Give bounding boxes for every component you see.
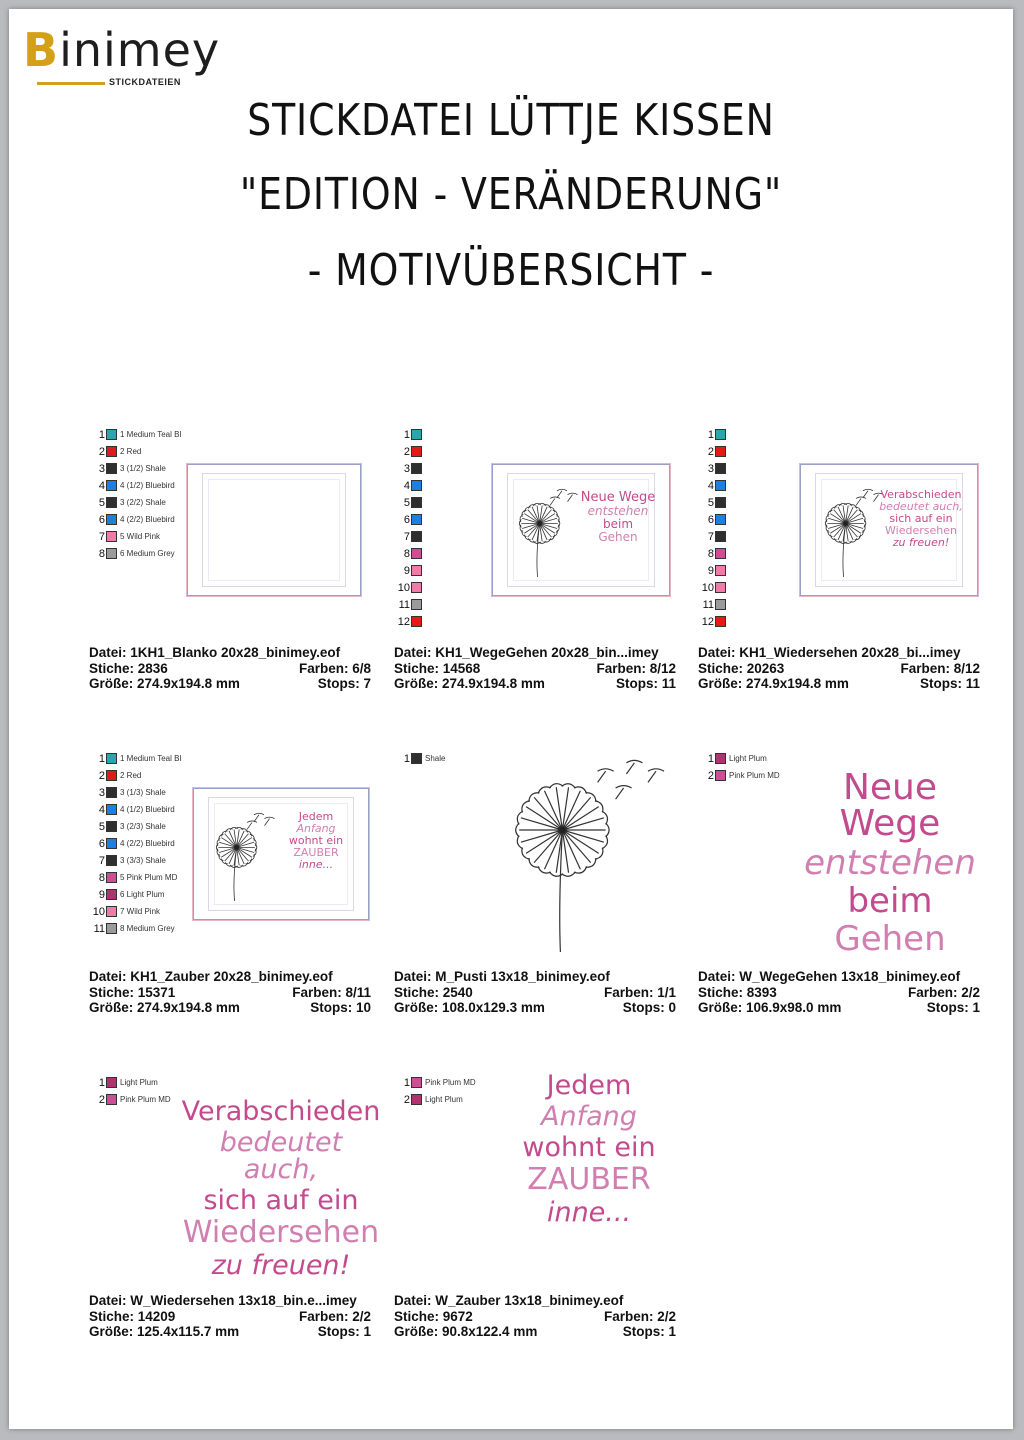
- file-info: [89, 645, 371, 692]
- file-name: Datei: W_Zauber 13x18_binimey.eof: [394, 1293, 624, 1308]
- legend-number: 12: [397, 615, 410, 628]
- motif-card-wegegehen[interactable]: [394, 416, 684, 706]
- color-swatch: [715, 446, 726, 457]
- info-row: [89, 676, 371, 692]
- legend-label: 5 Wild Pink: [120, 532, 161, 541]
- legend-label: 4 (2/2) Bluebird: [120, 839, 175, 848]
- color-swatch: [106, 429, 117, 440]
- legend-row: [394, 750, 445, 767]
- design-size: Größe: 274.9x194.8 mm: [698, 676, 849, 691]
- color-swatch: [106, 821, 117, 832]
- legend-number: 10: [397, 581, 410, 594]
- legend-number: 4: [403, 479, 410, 492]
- pillow-preview: [492, 464, 670, 596]
- color-swatch: [715, 531, 726, 542]
- motif-text: [573, 491, 663, 544]
- design-size: Größe: 125.4x115.7 mm: [89, 1324, 240, 1339]
- color-swatch: [411, 565, 422, 576]
- legend-label: 6 Medium Grey: [120, 549, 175, 558]
- legend-number: 11: [702, 598, 714, 611]
- legend-number: 2: [707, 445, 714, 458]
- legend-row: [89, 869, 177, 886]
- legend-number: 1: [98, 1076, 105, 1089]
- legend-row: [89, 852, 166, 869]
- legend-row: [698, 579, 726, 596]
- stop-count: Stops: 10: [310, 1000, 371, 1015]
- info-row: [394, 1000, 676, 1016]
- dandelion-icon: [494, 746, 674, 956]
- motif-text-line: zu freuen!: [892, 536, 950, 549]
- legend-number: 7: [403, 530, 410, 543]
- info-row: [89, 661, 371, 677]
- color-count: Farben: 6/8: [298, 660, 371, 676]
- legend-number: 7: [98, 854, 105, 867]
- legend-number: 4: [707, 479, 714, 492]
- design-size: Größe: 90.8x122.4 mm: [394, 1324, 538, 1339]
- motif-card-w-wiedersehen[interactable]: [89, 1064, 379, 1354]
- legend-row: [698, 443, 726, 460]
- legend-row: [89, 477, 175, 494]
- color-swatch: [106, 906, 117, 917]
- color-count: Farben: 8/11: [292, 984, 371, 1000]
- color-count: Farben: 2/2: [603, 1308, 676, 1324]
- motif-text-line: bedeutet auch,: [879, 500, 963, 513]
- motif-card-pusti[interactable]: [394, 740, 684, 1030]
- legend-row: [89, 886, 164, 903]
- color-swatch: [106, 787, 117, 798]
- color-swatch: [106, 1094, 117, 1105]
- motif-text-line: beim: [847, 881, 933, 921]
- pillow-preview: [193, 788, 369, 920]
- color-swatch: [411, 1077, 422, 1088]
- motif-text-line: Wiedersehen: [885, 524, 957, 537]
- legend-row: [89, 1074, 158, 1091]
- color-swatch: [715, 599, 726, 610]
- legend-number: 6: [98, 513, 105, 526]
- legend-row: [394, 579, 422, 596]
- legend-row: [394, 613, 422, 630]
- legend-number: 11: [398, 598, 410, 611]
- legend-row: [394, 443, 422, 460]
- color-swatch: [411, 753, 422, 764]
- legend-number: 11: [93, 922, 105, 935]
- motif-text-line: bedeutet auch,: [219, 1127, 343, 1185]
- legend-number: 10: [92, 905, 105, 918]
- info-row: [89, 1309, 371, 1325]
- logo-underline: [37, 82, 105, 85]
- legend-number: 5: [98, 496, 105, 509]
- title-line-1: STICKDATEI LÜTTJE KISSEN: [247, 95, 775, 146]
- info-row: [698, 985, 980, 1001]
- color-count: Farben: 2/2: [298, 1308, 371, 1324]
- color-swatch: [411, 514, 422, 525]
- color-swatch: [411, 599, 422, 610]
- legend-row: [89, 750, 181, 767]
- dandelion-icon: [210, 809, 280, 905]
- info-row: [394, 1309, 676, 1325]
- file-name: Datei: KH1_WegeGehen 20x28_bin...imey: [394, 645, 659, 660]
- legend-label: 4 (2/2) Bluebird: [120, 515, 175, 524]
- file-name: Datei: KH1_Zauber 20x28_binimey.eof: [89, 969, 333, 984]
- color-swatch: [715, 582, 726, 593]
- legend-number: 1: [403, 752, 410, 765]
- motif-text-line: Neue Wege: [839, 767, 941, 844]
- legend-number: 8: [403, 547, 410, 560]
- legend-number: 5: [98, 820, 105, 833]
- legend-label: Light Plum: [120, 1078, 158, 1087]
- legend-row: [698, 613, 726, 630]
- color-swatch: [715, 565, 726, 576]
- color-swatch: [106, 855, 117, 866]
- file-name: Datei: KH1_Wiedersehen 20x28_bi...imey: [698, 645, 961, 660]
- info-row: [394, 1324, 676, 1340]
- color-swatch: [106, 480, 117, 491]
- file-info: [89, 1293, 371, 1340]
- legend-number: 7: [98, 530, 105, 543]
- legend-row: [698, 528, 726, 545]
- color-swatch: [106, 770, 117, 781]
- legend-row: [89, 460, 166, 477]
- stitch-count: Stiche: 20263: [698, 660, 785, 676]
- legend-row: [89, 443, 141, 460]
- color-swatch: [411, 616, 422, 627]
- stop-count: Stops: 0: [622, 1000, 676, 1015]
- color-swatch: [106, 514, 117, 525]
- info-row: [89, 1000, 371, 1016]
- color-swatch: [715, 753, 726, 764]
- design-size: Größe: 106.9x98.0 mm: [698, 1000, 842, 1015]
- legend-number: 4: [98, 803, 105, 816]
- motif-text: [276, 811, 356, 871]
- stop-count: Stops: 1: [926, 1000, 980, 1015]
- legend-number: 2: [707, 769, 714, 782]
- info-row: [698, 676, 980, 692]
- stop-count: Stops: 7: [317, 676, 371, 691]
- legend-number: 7: [707, 530, 714, 543]
- legend-number: 9: [707, 564, 714, 577]
- color-swatch: [106, 1077, 117, 1088]
- motif-card-w-wegegehen[interactable]: [698, 740, 988, 1030]
- stitch-count: Stiche: 14209: [89, 1308, 176, 1324]
- legend-label: 3 (2/2) Shale: [120, 498, 166, 507]
- info-row: [89, 1324, 371, 1340]
- motif-text-line: sich auf ein: [889, 512, 953, 525]
- color-swatch: [715, 480, 726, 491]
- legend-number: 1: [707, 428, 714, 441]
- legend-row: [89, 818, 166, 835]
- file-info: [394, 969, 676, 1016]
- legend-number: 6: [403, 513, 410, 526]
- design-size: Größe: 274.9x194.8 mm: [394, 676, 545, 691]
- legend-label: Shale: [425, 754, 446, 763]
- file-info: [89, 969, 371, 1016]
- legend-number: 2: [98, 1093, 105, 1106]
- legend-number: 5: [707, 496, 714, 509]
- legend-number: 10: [701, 581, 714, 594]
- legend-number: 8: [98, 871, 105, 884]
- legend-label: 3 (1/3) Shale: [120, 788, 166, 797]
- color-swatch: [411, 480, 422, 491]
- file-info: [698, 645, 980, 692]
- legend-row: [698, 562, 726, 579]
- motif-text-line: inne...: [546, 1197, 632, 1228]
- legend-label: 1 Medium Teal Bl: [120, 430, 182, 439]
- legend-row: [698, 767, 780, 784]
- color-swatch: [106, 804, 117, 815]
- legend-label: 4 (1/2) Bluebird: [120, 805, 175, 814]
- color-swatch: [106, 753, 117, 764]
- info-row: [394, 985, 676, 1001]
- legend-row: [394, 494, 422, 511]
- file-info: [698, 969, 980, 1016]
- legend-number: 1: [403, 1076, 410, 1089]
- color-count: Farben: 8/12: [900, 660, 980, 676]
- legend-number: 12: [701, 615, 714, 628]
- color-swatch: [106, 497, 117, 508]
- legend-label: 4 (1/2) Bluebird: [120, 481, 175, 490]
- stop-count: Stops: 11: [615, 676, 676, 691]
- stitch-count: Stiche: 14568: [394, 660, 481, 676]
- color-swatch: [106, 872, 117, 883]
- legend-row: [394, 596, 422, 613]
- color-swatch: [715, 770, 726, 781]
- legend-number: 5: [403, 496, 410, 509]
- motif-text-line: beim: [602, 517, 634, 531]
- legend-row: [698, 460, 726, 477]
- legend-number: 3: [707, 462, 714, 475]
- motif-text-line: Jedem: [298, 810, 334, 823]
- legend-number: 2: [98, 445, 105, 458]
- legend-label: 1 Medium Teal Bl: [120, 754, 182, 763]
- legend-label: 6 Light Plum: [120, 890, 165, 899]
- legend-row: [394, 477, 422, 494]
- legend-number: 6: [98, 837, 105, 850]
- logo-subtitle: STICKDATEIEN: [109, 77, 181, 87]
- motif-text-line: Neue Wege: [580, 490, 656, 505]
- stop-count: Stops: 11: [919, 676, 980, 691]
- color-swatch: [106, 531, 117, 542]
- legend-row: [394, 545, 422, 562]
- legend-number: 1: [98, 752, 105, 765]
- color-swatch: [106, 446, 117, 457]
- title-line-3: - MOTIVÜBERSICHT -: [307, 245, 715, 296]
- motif-text-line: inne...: [298, 858, 334, 871]
- color-swatch: [411, 548, 422, 559]
- page-sheet: [9, 9, 1013, 1429]
- motif-card-w-zauber[interactable]: [394, 1064, 684, 1354]
- legend-row: [394, 562, 422, 579]
- title-line-2: "EDITION - VERÄNDERUNG": [239, 169, 783, 220]
- motif-text-line: Anfang: [541, 1101, 637, 1132]
- stitch-count: Stiche: 2836: [89, 660, 168, 676]
- legend-number: 2: [403, 1093, 410, 1106]
- legend-row: [89, 835, 175, 852]
- legend-row: [698, 750, 767, 767]
- legend-label: 2 Red: [120, 447, 142, 456]
- color-count: Farben: 1/1: [603, 984, 676, 1000]
- legend-label: 7 Wild Pink: [120, 907, 161, 916]
- info-row: [89, 985, 371, 1001]
- file-info: [394, 645, 676, 692]
- legend-label: Light Plum: [425, 1095, 463, 1104]
- legend-row: [394, 426, 422, 443]
- motif-text-line: Gehen: [598, 530, 638, 544]
- legend-number: 8: [707, 547, 714, 560]
- motif-text: [494, 1072, 684, 1230]
- color-swatch: [411, 463, 422, 474]
- logo-wordmark: Binimey: [23, 23, 221, 77]
- legend-label: 5 Pink Plum MD: [120, 873, 178, 882]
- motif-text-line: ZAUBER: [293, 846, 339, 859]
- motif-text-line: wohnt ein: [522, 1132, 656, 1163]
- legend-number: 8: [98, 547, 105, 560]
- legend-row: [89, 920, 175, 937]
- color-swatch: [411, 582, 422, 593]
- stop-count: Stops: 1: [317, 1324, 371, 1339]
- color-swatch: [106, 889, 117, 900]
- legend-label: 3 (2/3) Shale: [120, 822, 166, 831]
- legend-row: [89, 784, 166, 801]
- legend-number: 4: [98, 479, 105, 492]
- legend-row: [89, 903, 160, 920]
- legend-row: [698, 596, 726, 613]
- legend-row: [89, 528, 160, 545]
- legend-number: 9: [403, 564, 410, 577]
- file-name: Datei: W_WegeGehen 13x18_binimey.eof: [698, 969, 961, 984]
- motif-text: [871, 489, 971, 549]
- motif-text-line: zu freuen!: [211, 1250, 351, 1281]
- legend-row: [698, 511, 726, 528]
- motif-text: [181, 1098, 381, 1283]
- legend-row: [394, 511, 422, 528]
- pillow-preview: [800, 464, 978, 596]
- color-count: Farben: 8/12: [596, 660, 676, 676]
- motif-text-line: Anfang: [296, 822, 336, 835]
- motif-text-line: Wiedersehen: [182, 1215, 380, 1250]
- color-swatch: [411, 429, 422, 440]
- motif-text-line: sich auf ein: [203, 1185, 359, 1216]
- color-swatch: [411, 531, 422, 542]
- color-swatch: [715, 497, 726, 508]
- legend-row: [89, 511, 175, 528]
- legend-number: 3: [98, 786, 105, 799]
- legend-row: [394, 460, 422, 477]
- motif-card-wiedersehen[interactable]: [698, 416, 988, 706]
- motif-text-line: Gehen: [834, 919, 946, 959]
- stitch-count: Stiche: 9672: [394, 1308, 473, 1324]
- legend-label: 2 Red: [120, 771, 142, 780]
- legend-number: 2: [98, 769, 105, 782]
- legend-number: 9: [98, 888, 105, 901]
- legend-row: [89, 426, 181, 443]
- color-swatch: [715, 463, 726, 474]
- design-size: Größe: 108.0x129.3 mm: [394, 1000, 545, 1015]
- stitch-count: Stiche: 15371: [89, 984, 176, 1000]
- legend-number: 1: [98, 428, 105, 441]
- legend-row: [394, 1074, 476, 1091]
- file-name: Datei: W_Wiedersehen 13x18_bin.e...imey: [89, 1293, 357, 1308]
- legend-row: [89, 801, 175, 818]
- legend-row: [394, 528, 422, 545]
- legend-row: [698, 426, 726, 443]
- legend-row: [89, 1091, 171, 1108]
- color-swatch: [106, 923, 117, 934]
- info-row: [698, 661, 980, 677]
- legend-label: 3 (1/2) Shale: [120, 464, 166, 473]
- color-swatch: [106, 463, 117, 474]
- motif-text-line: ZAUBER: [527, 1162, 651, 1197]
- legend-row: [698, 545, 726, 562]
- stitch-count: Stiche: 2540: [394, 984, 473, 1000]
- color-swatch: [411, 446, 422, 457]
- info-row: [394, 676, 676, 692]
- legend-number: 3: [98, 462, 105, 475]
- legend-label: 8 Medium Grey: [120, 924, 175, 933]
- color-swatch: [715, 548, 726, 559]
- motif-text-line: Jedem: [546, 1070, 632, 1101]
- color-swatch: [715, 514, 726, 525]
- color-count: Farben: 2/2: [907, 984, 980, 1000]
- legend-row: [698, 494, 726, 511]
- brand-logo: [23, 21, 223, 91]
- color-swatch: [106, 838, 117, 849]
- color-swatch: [106, 548, 117, 559]
- motif-text-line: entstehen: [804, 843, 976, 883]
- file-info: [394, 1293, 676, 1340]
- motif-text-line: wohnt ein: [288, 834, 344, 847]
- legend-number: 2: [403, 445, 410, 458]
- legend-label: Pink Plum MD: [120, 1095, 171, 1104]
- file-name: Datei: 1KH1_Blanko 20x28_binimey.eof: [89, 645, 341, 660]
- motif-text-line: entstehen: [587, 504, 649, 518]
- legend-number: 3: [403, 462, 410, 475]
- color-swatch: [411, 497, 422, 508]
- legend-label: 3 (3/3) Shale: [120, 856, 166, 865]
- motif-card-zauber[interactable]: [89, 740, 379, 1030]
- color-swatch: [411, 1094, 422, 1105]
- stitch-count: Stiche: 8393: [698, 984, 777, 1000]
- color-swatch: [715, 616, 726, 627]
- info-row: [698, 1000, 980, 1016]
- legend-row: [698, 477, 726, 494]
- legend-label: Pink Plum MD: [425, 1078, 476, 1087]
- legend-row: [89, 494, 166, 511]
- legend-label: Pink Plum MD: [729, 771, 780, 780]
- stop-count: Stops: 1: [622, 1324, 676, 1339]
- color-swatch: [715, 429, 726, 440]
- legend-row: [89, 545, 175, 562]
- legend-number: 1: [707, 752, 714, 765]
- legend-number: 1: [403, 428, 410, 441]
- file-name: Datei: M_Pusti 13x18_binimey.eof: [394, 969, 610, 984]
- motif-text-line: Verabschieden: [880, 488, 962, 501]
- motif-card-blanko[interactable]: [89, 416, 379, 706]
- design-size: Größe: 274.9x194.8 mm: [89, 1000, 240, 1015]
- info-row: [394, 661, 676, 677]
- pillow-preview: [187, 464, 361, 596]
- legend-row: [89, 767, 141, 784]
- legend-row: [394, 1091, 463, 1108]
- legend-number: 6: [707, 513, 714, 526]
- motif-text-line: Verabschieden: [181, 1096, 381, 1127]
- legend-label: Light Plum: [729, 754, 767, 763]
- motif-text: [790, 767, 990, 960]
- design-size: Größe: 274.9x194.8 mm: [89, 676, 240, 691]
